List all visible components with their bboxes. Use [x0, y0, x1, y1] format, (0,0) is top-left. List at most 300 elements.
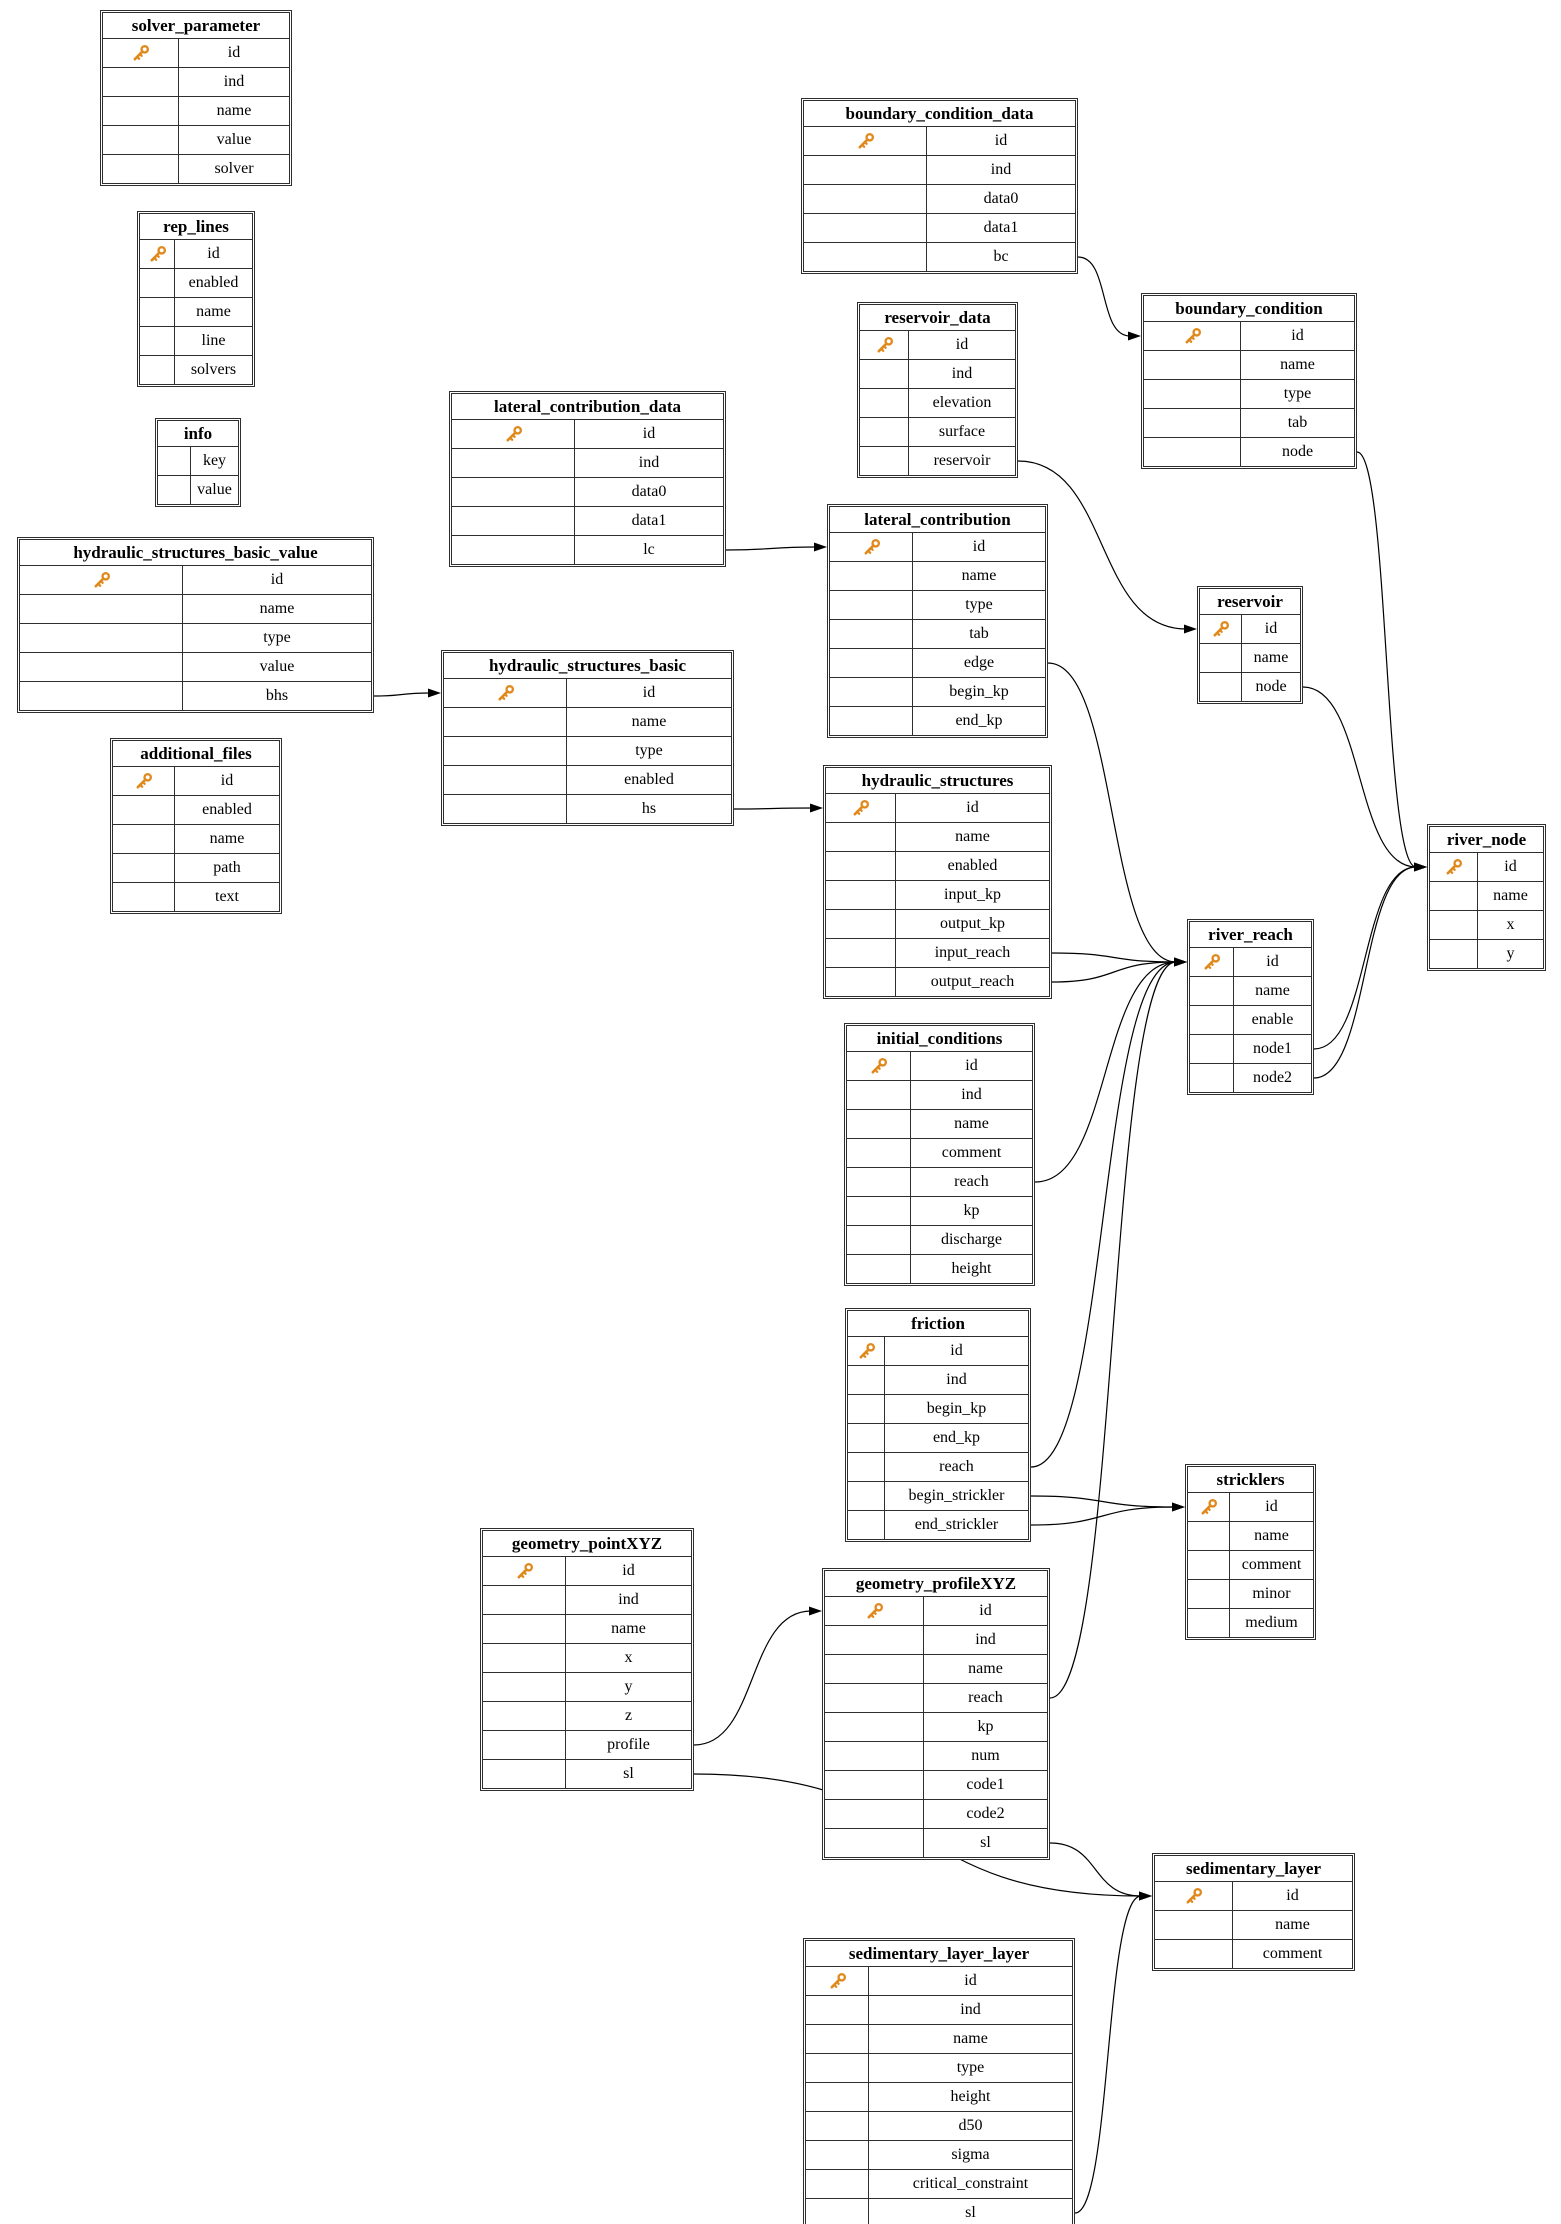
table-row [452, 420, 723, 448]
edge-friction.reach-to-river_reach [1031, 962, 1176, 1467]
empty-key-cell [1200, 673, 1242, 701]
empty-key-cell [113, 854, 175, 882]
table-row [806, 2024, 1072, 2053]
field-label: id [207, 245, 220, 262]
field-label: node [1281, 443, 1314, 460]
table-row [825, 1799, 1047, 1828]
empty-key-cell [830, 678, 913, 706]
table-row [20, 566, 371, 594]
table-sedimentary_layer_layer [803, 1938, 1075, 2224]
empty-key-cell [140, 269, 175, 297]
field-label: id [1266, 953, 1279, 970]
table-row [1200, 643, 1300, 672]
table-title: additional_files [113, 741, 279, 767]
table-row [20, 623, 371, 652]
table-body [825, 767, 1050, 997]
field-label: edge [963, 654, 995, 671]
field-label: reservoir [933, 452, 991, 469]
field-label: profile [607, 1736, 650, 1753]
empty-key-cell [113, 883, 175, 911]
empty-key-cell [847, 1081, 911, 1109]
field-label: reach [954, 1173, 989, 1190]
field-label: ind [975, 1631, 996, 1648]
empty-key-cell [20, 682, 183, 710]
field-label: height [950, 2088, 991, 2105]
empty-key-cell [1190, 1035, 1234, 1063]
table-row [825, 1654, 1047, 1683]
table-row [1144, 350, 1354, 379]
field-label: input_reach [934, 944, 1011, 961]
table-row [825, 1828, 1047, 1857]
table-hydraulic_structures_basic_value [17, 537, 374, 713]
table-row [483, 1557, 691, 1585]
field-label: y [624, 1678, 633, 1695]
primary-key-icon [874, 335, 895, 356]
empty-key-cell [1188, 1609, 1230, 1637]
primary-key-icon [1210, 619, 1231, 640]
field-label: bhs [265, 687, 289, 704]
empty-key-cell [1155, 1940, 1233, 1968]
empty-key-cell [452, 507, 575, 535]
primary-key-cell [140, 240, 175, 268]
field-label: ind [990, 161, 1012, 178]
empty-key-cell [483, 1615, 566, 1643]
table-lateral_contribution [827, 504, 1048, 738]
field-label: sl [623, 1765, 634, 1782]
empty-key-cell [483, 1760, 566, 1788]
field-label: id [642, 684, 656, 701]
field-label: z [624, 1707, 633, 1724]
table-row [830, 677, 1045, 706]
table-body [1429, 826, 1544, 969]
primary-key-cell [1190, 948, 1234, 976]
primary-key-cell [825, 1597, 924, 1625]
table-title: geometry_profileXYZ [825, 1571, 1047, 1597]
table-row [847, 1167, 1032, 1196]
table-row [483, 1759, 691, 1788]
field-label: name [954, 1115, 989, 1132]
table-body [859, 304, 1016, 476]
table-row [830, 561, 1045, 590]
primary-key-cell [444, 679, 567, 707]
table-title: initial_conditions [847, 1026, 1032, 1052]
field-label: begin_strickler [908, 1487, 1005, 1504]
field-label: ind [638, 454, 660, 471]
field-label: id [220, 772, 234, 789]
empty-key-cell [103, 126, 179, 154]
primary-key-cell [20, 566, 183, 594]
field-label: id [1265, 1498, 1278, 1515]
empty-key-cell [848, 1453, 885, 1481]
table-solver_parameter [100, 10, 292, 186]
empty-key-cell [830, 591, 913, 619]
table-reservoir [1197, 586, 1303, 704]
field-label: path [213, 859, 241, 876]
field-label: type [263, 629, 291, 646]
primary-key-icon [1182, 326, 1203, 347]
field-label: comment [1241, 1556, 1302, 1573]
table-row [830, 590, 1045, 619]
empty-key-cell [1430, 940, 1478, 968]
table-row [444, 765, 731, 794]
edge-friction.end_strickler-to-stricklers [1031, 1507, 1174, 1525]
table-row [20, 681, 371, 710]
table-row [1190, 976, 1311, 1005]
table-body [139, 213, 253, 385]
table-row [806, 2140, 1072, 2169]
primary-key-icon [855, 131, 876, 152]
table-row [848, 1423, 1028, 1452]
empty-key-cell [825, 1684, 924, 1712]
table-row [1144, 322, 1354, 350]
table-row [848, 1365, 1028, 1394]
empty-key-cell [452, 536, 575, 564]
table-row [826, 851, 1049, 880]
table-body [1199, 588, 1301, 702]
table-row [113, 882, 279, 911]
field-label: key [202, 452, 227, 469]
field-label: text [215, 888, 239, 905]
primary-key-cell [1200, 615, 1242, 643]
empty-key-cell [806, 2199, 869, 2224]
field-label: kp [963, 1202, 980, 1219]
field-label: ind [946, 1371, 967, 1388]
table-row [140, 355, 252, 384]
field-label: comment [941, 1144, 1002, 1161]
empty-key-cell [452, 478, 575, 506]
arrowhead-icon [1128, 332, 1141, 341]
empty-key-cell [848, 1395, 885, 1423]
table-additional_files [110, 738, 282, 914]
empty-key-cell [804, 214, 927, 242]
field-label: name [1275, 1916, 1310, 1933]
table-row [806, 2111, 1072, 2140]
field-label: data1 [631, 512, 667, 529]
field-label: name [1280, 356, 1315, 373]
table-row [847, 1080, 1032, 1109]
field-label: comment [1262, 1945, 1323, 1962]
table-row [806, 2198, 1072, 2224]
table-row [804, 213, 1075, 242]
field-label: data0 [983, 190, 1019, 207]
primary-key-icon [827, 1971, 848, 1992]
field-label: id [979, 1602, 992, 1619]
primary-key-icon [1201, 952, 1222, 973]
table-row [1188, 1550, 1313, 1579]
field-label: bc [993, 248, 1009, 265]
edge-reservoir.node-to-river_node [1303, 687, 1416, 867]
empty-key-cell [847, 1255, 911, 1283]
table-row [20, 652, 371, 681]
field-label: id [964, 1972, 977, 1989]
table-body [1187, 1466, 1314, 1638]
empty-key-cell [1430, 911, 1478, 939]
empty-key-cell [826, 823, 896, 851]
empty-key-cell [804, 243, 927, 271]
table-row [825, 1597, 1047, 1625]
table-row [806, 2169, 1072, 2198]
field-label: name [1253, 649, 1289, 666]
field-label: name [196, 303, 231, 320]
table-row [444, 794, 731, 823]
empty-key-cell [158, 476, 191, 504]
empty-key-cell [806, 2141, 869, 2169]
table-row [140, 326, 252, 355]
table-row [826, 967, 1049, 996]
empty-key-cell [825, 1742, 924, 1770]
field-label: ind [961, 1086, 982, 1103]
table-row [1144, 437, 1354, 466]
field-label: data1 [983, 219, 1019, 236]
table-boundary_condition_data [801, 98, 1078, 274]
empty-key-cell [444, 708, 567, 736]
empty-key-cell [826, 881, 896, 909]
arrowhead-icon [1172, 1503, 1185, 1512]
field-label: node2 [1252, 1069, 1293, 1086]
table-row [103, 125, 289, 154]
table-row [444, 679, 731, 707]
table-title: sedimentary_layer_layer [806, 1941, 1072, 1967]
primary-key-cell [113, 767, 175, 795]
table-row [113, 767, 279, 795]
edge-geometry_profileXYZ.reach-to-river_reach [1050, 962, 1176, 1698]
table-row [1188, 1579, 1313, 1608]
empty-key-cell [1144, 438, 1241, 466]
empty-key-cell [444, 737, 567, 765]
primary-key-cell [1188, 1493, 1230, 1521]
field-label: ind [223, 73, 245, 90]
table-row [1190, 1063, 1311, 1092]
table-row [1430, 910, 1543, 939]
table-row [826, 822, 1049, 851]
empty-key-cell [483, 1702, 566, 1730]
field-label: x [624, 1649, 633, 1666]
table-row [848, 1452, 1028, 1481]
empty-key-cell [825, 1800, 924, 1828]
table-info [155, 418, 241, 507]
table-reservoir_data [857, 302, 1018, 478]
arrowhead-icon [1414, 863, 1427, 872]
table-title: reservoir [1200, 589, 1300, 615]
empty-key-cell [825, 1829, 924, 1857]
table-body [482, 1530, 692, 1789]
field-label: id [1286, 1887, 1299, 1904]
table-row [847, 1254, 1032, 1283]
field-label: medium [1245, 1614, 1298, 1631]
table-title: hydraulic_structures [826, 768, 1049, 794]
table-row [826, 909, 1049, 938]
table-title: boundary_condition_data [804, 101, 1075, 127]
table-row [1190, 1034, 1311, 1063]
table-row [1155, 1910, 1352, 1939]
empty-key-cell [860, 389, 909, 417]
table-row [825, 1625, 1047, 1654]
field-label: node1 [1252, 1040, 1293, 1057]
field-label: enabled [202, 801, 252, 818]
primary-key-icon [503, 424, 524, 445]
field-label: name [259, 600, 295, 617]
primary-key-cell [452, 420, 575, 448]
empty-key-cell [826, 910, 896, 938]
field-label: ind [618, 1591, 639, 1608]
field-label: type [1283, 385, 1312, 402]
arrowhead-icon [810, 804, 823, 813]
table-row [1144, 379, 1354, 408]
table-row [825, 1741, 1047, 1770]
table-row [847, 1225, 1032, 1254]
table-body [847, 1310, 1029, 1540]
table-row [113, 795, 279, 824]
table-row [860, 417, 1015, 446]
table-row [1200, 672, 1300, 701]
table-body [102, 12, 290, 184]
table-row [830, 619, 1045, 648]
empty-key-cell [140, 356, 175, 384]
primary-key-icon [868, 1056, 889, 1077]
empty-key-cell [103, 68, 179, 96]
table-row [806, 1967, 1072, 1995]
table-rep_lines [137, 211, 255, 387]
table-row [847, 1138, 1032, 1167]
table-row [825, 1683, 1047, 1712]
field-label: id [994, 132, 1008, 149]
table-row [113, 824, 279, 853]
empty-key-cell [158, 447, 191, 475]
empty-key-cell [1190, 1064, 1234, 1092]
table-row [483, 1643, 691, 1672]
field-label: tab [1287, 414, 1308, 431]
field-label: elevation [932, 394, 992, 411]
primary-key-cell [103, 39, 179, 67]
field-label: reach [968, 1689, 1003, 1706]
table-title: hydraulic_structures_basic_value [20, 540, 371, 566]
field-label: enabled [624, 771, 674, 788]
table-row [103, 67, 289, 96]
table-row [20, 594, 371, 623]
table-row [860, 446, 1015, 475]
arrowhead-icon [814, 543, 827, 552]
table-row [483, 1730, 691, 1759]
empty-key-cell [825, 1771, 924, 1799]
table-row [483, 1614, 691, 1643]
empty-key-cell [848, 1366, 885, 1394]
table-initial_conditions [844, 1023, 1035, 1286]
empty-key-cell [113, 796, 175, 824]
table-row [444, 736, 731, 765]
table-row [825, 1770, 1047, 1799]
table-row [825, 1712, 1047, 1741]
table-hydraulic_structures [823, 765, 1052, 999]
table-title: river_node [1430, 827, 1543, 853]
empty-key-cell [806, 2112, 869, 2140]
field-label: name [209, 830, 245, 847]
table-row [103, 96, 289, 125]
table-row [848, 1481, 1028, 1510]
field-label: value [216, 131, 252, 148]
table-row [848, 1394, 1028, 1423]
primary-key-cell [1144, 322, 1241, 350]
empty-key-cell [444, 795, 567, 823]
empty-key-cell [860, 447, 909, 475]
field-label: id [965, 1057, 978, 1074]
primary-key-icon [1183, 1886, 1204, 1907]
field-label: name [631, 713, 667, 730]
field-label: end_strickler [914, 1516, 999, 1533]
primary-key-icon [1443, 857, 1464, 878]
field-label: d50 [958, 2117, 983, 2134]
table-body [1154, 1855, 1353, 1969]
table-row [158, 475, 238, 504]
field-label: sl [980, 1834, 991, 1851]
field-label: data0 [631, 483, 667, 500]
empty-key-cell [103, 155, 179, 183]
field-label: node [1255, 678, 1287, 695]
empty-key-cell [848, 1424, 885, 1452]
field-label: id [950, 1342, 963, 1359]
field-label: output_kp [940, 915, 1005, 932]
field-label: enable [1251, 1011, 1294, 1028]
table-row [804, 242, 1075, 271]
empty-key-cell [847, 1226, 911, 1254]
empty-key-cell [860, 418, 909, 446]
edge-hydraulic_structures_basic.hs-to-hydraulic_structures [734, 808, 812, 809]
field-label: height [951, 1260, 992, 1277]
table-row [452, 506, 723, 535]
empty-key-cell [1190, 1006, 1234, 1034]
empty-key-cell [830, 649, 913, 677]
empty-key-cell [1200, 644, 1242, 672]
table-lateral_contribution_data [449, 391, 726, 567]
edge-hydraulic_structures_basic_value.bhs-to-hydraulic_structures_basic [374, 693, 430, 696]
table-row [1155, 1882, 1352, 1910]
table-body [19, 539, 372, 711]
field-label: line [201, 332, 226, 349]
empty-key-cell [1430, 882, 1478, 910]
table-row [483, 1672, 691, 1701]
empty-key-cell [1155, 1911, 1233, 1939]
primary-key-icon [1198, 1497, 1219, 1518]
empty-key-cell [20, 653, 183, 681]
empty-key-cell [1144, 380, 1241, 408]
table-body [157, 420, 239, 505]
table-body [112, 740, 280, 912]
field-label: solvers [190, 361, 237, 378]
field-label: kp [977, 1718, 994, 1735]
empty-key-cell [848, 1482, 885, 1510]
field-label: id [227, 44, 241, 61]
empty-key-cell [806, 2170, 869, 2198]
table-title: river_reach [1190, 922, 1311, 948]
field-label: enabled [188, 274, 239, 291]
field-label: id [1264, 620, 1278, 637]
field-label: end_kp [932, 1429, 981, 1446]
table-body [824, 1570, 1048, 1858]
empty-key-cell [804, 185, 927, 213]
field-label: minor [1252, 1585, 1291, 1602]
field-label: name [1493, 887, 1528, 904]
empty-key-cell [444, 766, 567, 794]
field-label: lc [643, 541, 655, 558]
primary-key-cell [826, 794, 896, 822]
table-row [847, 1196, 1032, 1225]
table-row [483, 1585, 691, 1614]
empty-key-cell [1144, 409, 1241, 437]
table-row [452, 448, 723, 477]
primary-key-icon [133, 771, 154, 792]
field-label: sigma [951, 2146, 990, 2163]
edge-geometry_pointXYZ.profile-to-geometry_profileXYZ [694, 1611, 811, 1745]
table-stricklers [1185, 1464, 1316, 1640]
